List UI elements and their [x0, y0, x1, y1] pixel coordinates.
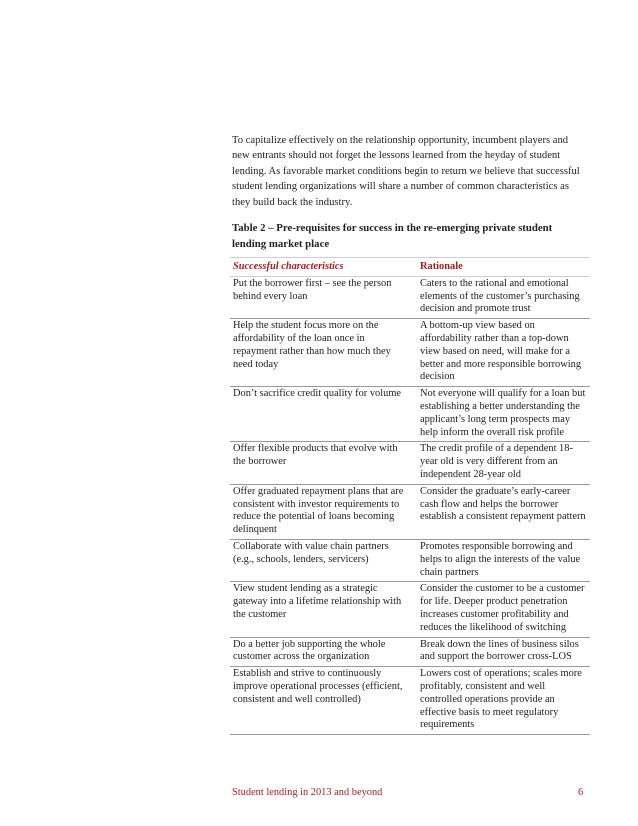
table-row — [230, 539, 590, 581]
rationale-cell: Consider the graduate’s early-career cash flow and helps the borrower establish a consistent repayment pattern — [417, 484, 590, 539]
table-row — [230, 387, 590, 442]
table-row — [230, 667, 590, 735]
table-row — [230, 484, 590, 539]
characteristic-cell: Do a better job supporting the whole customer across the organization — [230, 637, 417, 667]
column-header-characteristics: Successful characteristics — [230, 258, 417, 277]
characteristic-cell: Help the student focus more on the affordability of the loan once in repayment rather than how much they need today — [230, 319, 417, 387]
rationale-cell: Lowers cost of operations; scales more profitably, consistent and well controlled operations provide an effective basis to meet regulatory requirements — [417, 667, 590, 735]
intro-paragraph: To capitalize effectively on the relationship opportunity, incumbent players and new entrants should not forget the lessons learned from the heyday of student lending. As favorable market conditions begin to return we believe that successful student lending organizations will share a number of common characteristics as they build back the industry. — [232, 135, 580, 208]
characteristic-cell: Put the borrower first – see the person behind every loan — [230, 276, 417, 318]
page-number: 6 — [578, 787, 584, 798]
rationale-cell: The credit profile of a dependent 18-year old is very different from an independent 28-year old — [417, 442, 590, 484]
table-row — [230, 637, 590, 667]
rationale-cell: Promotes responsible borrowing and helps to align the interests of the value chain partners — [417, 539, 590, 581]
characteristic-cell: Offer graduated repayment plans that are consistent with investor requirements to reduce the potential of loans becoming delinquent — [230, 484, 417, 539]
rationale-cell: Caters to the rational and emotional elements of the customer’s purchasing decision and promote trust — [417, 276, 590, 318]
rationale-cell: Consider the customer to be a customer for life. Deeper product penetration increases customer profitability and reduces the likelihood of switching — [417, 582, 590, 637]
characteristic-cell: Offer flexible products that evolve with the borrower — [230, 442, 417, 484]
table-row — [230, 582, 590, 637]
footer-title: Student lending in 2013 and beyond — [232, 787, 383, 798]
rationale-cell: Break down the lines of business silos and support the borrower cross-LOS — [417, 637, 590, 667]
table-row — [230, 319, 590, 387]
rationale-cell: A bottom-up view based on affordability rather than a top-down view based on need, will make for a better and more responsible borrowing decision — [417, 319, 590, 387]
characteristic-cell: Don’t sacrifice credit quality for volume — [230, 387, 417, 442]
table-header-row — [230, 258, 590, 277]
characteristic-cell: View student lending as a strategic gateway into a lifetime relationship with the customer — [230, 582, 417, 637]
column-header-rationale: Rationale — [417, 258, 590, 277]
characteristic-cell: Collaborate with value chain partners (e.g., schools, lenders, servicers) — [230, 539, 417, 581]
rationale-cell: Not everyone will qualify for a loan but establishing a better understanding the applicant’s long term prospects may help inform the overall risk profile — [417, 387, 590, 442]
table-row — [230, 442, 590, 484]
success-table — [230, 257, 590, 735]
table-title: Table 2 – Pre-requisites for success in the re-emerging private student lending market place — [232, 222, 553, 250]
table-row — [230, 276, 590, 318]
characteristic-cell: Establish and strive to continuously improve operational processes (efficient, consistent and well controlled) — [230, 667, 417, 735]
